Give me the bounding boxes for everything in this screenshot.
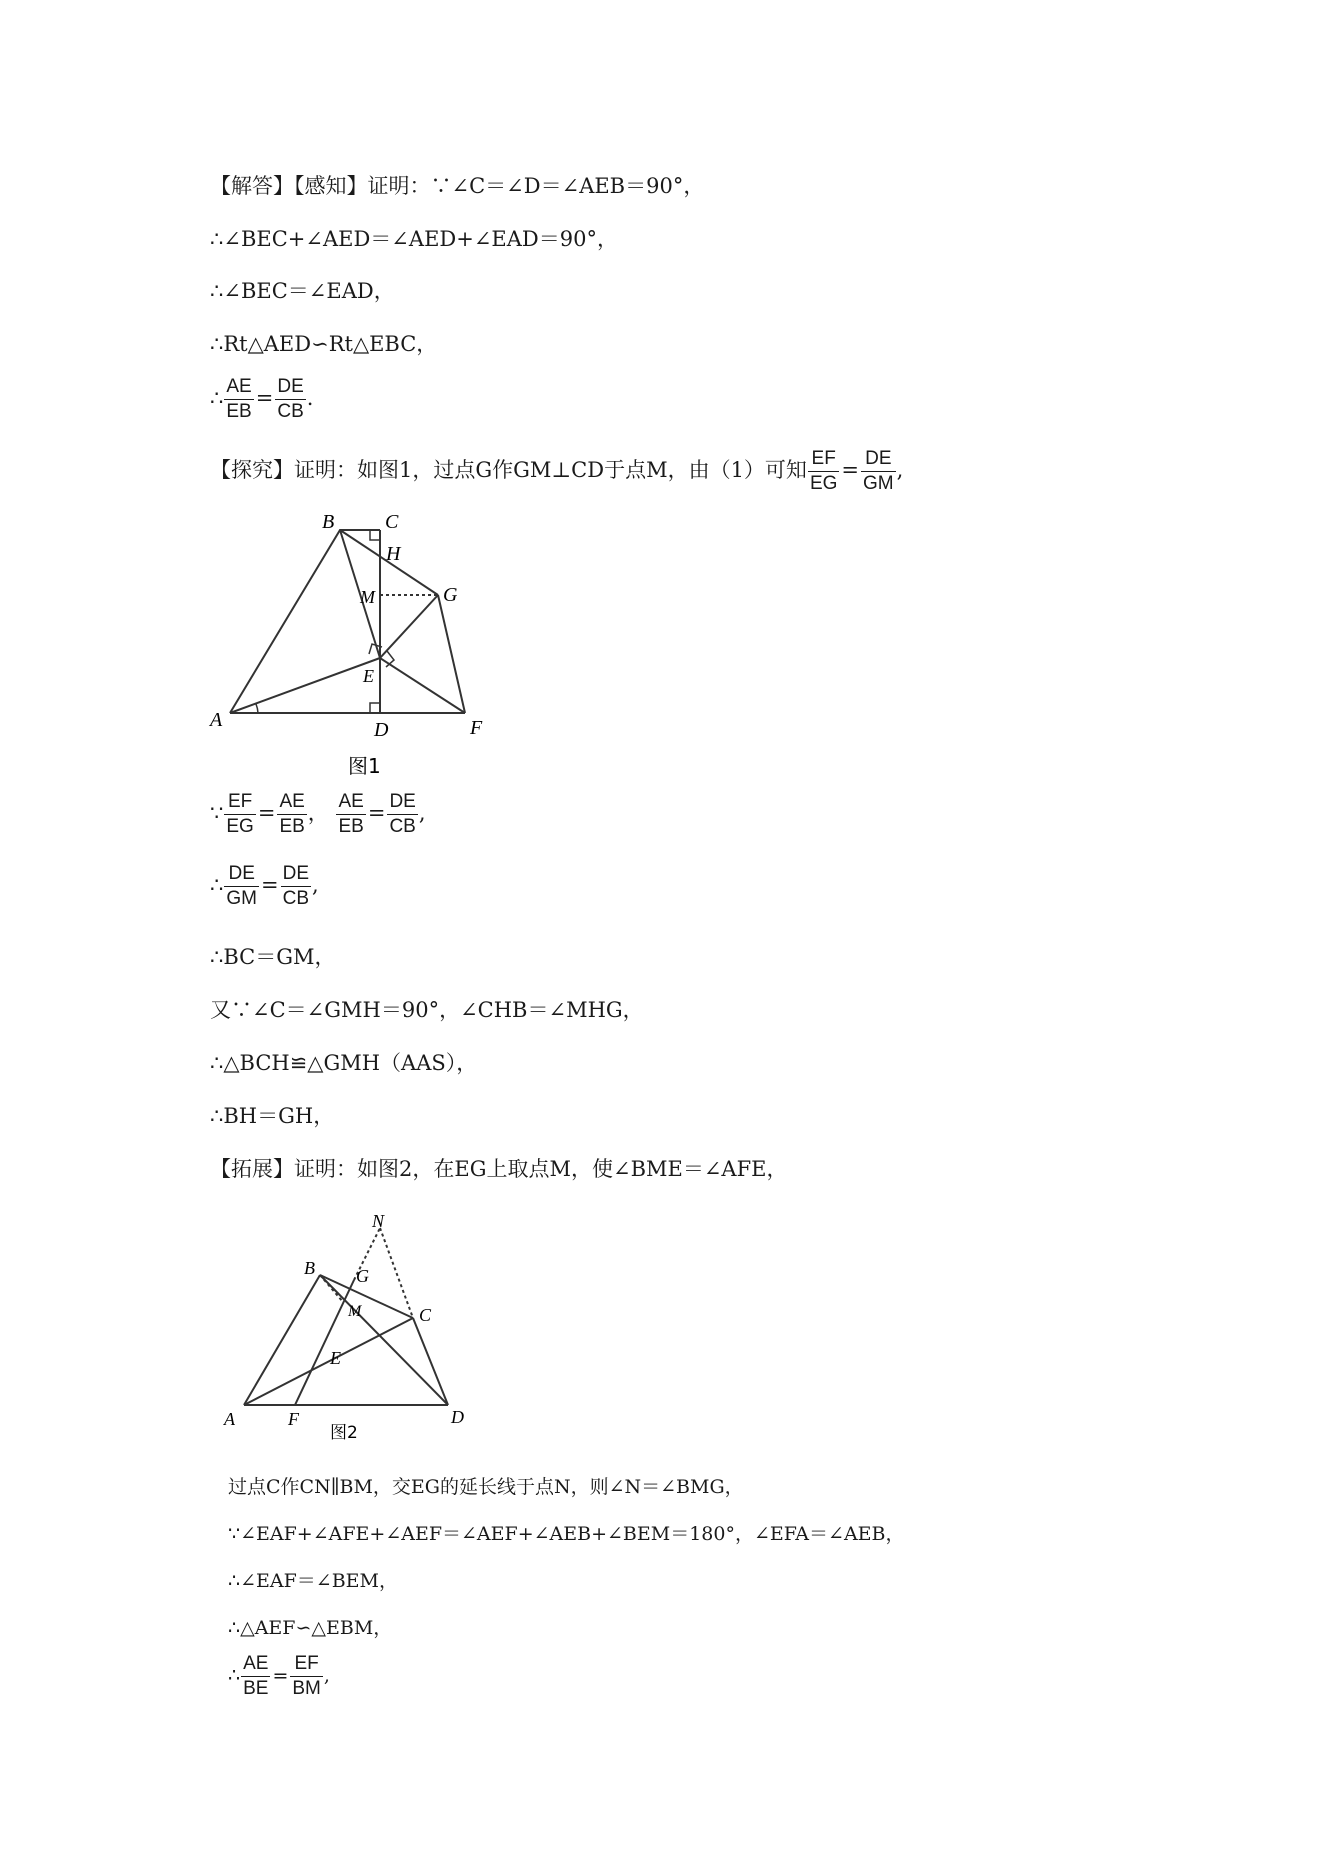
line-angles-90: 又∵∠C＝∠GMH＝90°，∠CHB＝∠MHG， bbox=[210, 998, 644, 1022]
right-angle-C-icon bbox=[370, 530, 380, 540]
figure-1-caption: 图1 bbox=[348, 754, 381, 778]
line-angle-equal: ∴∠BEC＝∠EAD， bbox=[210, 279, 395, 303]
label-B: B bbox=[304, 1258, 315, 1278]
figure-1 bbox=[200, 508, 500, 778]
edge-AE bbox=[230, 658, 380, 713]
line-ratio-conclusion: ∴ $\frac{AE}{EB}$ = $\frac{DE}{CB}$ . bbox=[210, 376, 314, 422]
label-F: F bbox=[470, 717, 483, 739]
label-E: E bbox=[330, 1348, 341, 1368]
figure-2-caption: 图2 bbox=[330, 1423, 358, 1443]
line-aef-ebm: ∴△AEF∽△EBM， bbox=[228, 1617, 393, 1639]
line-similar-triangles: ∴Rt△AED∽Rt△EBC， bbox=[210, 332, 438, 356]
fraction: $\frac{DE}{CB}$ bbox=[389, 791, 416, 837]
line-explore-intro: 【探究】证明：如图1，过点G作GM⊥CD于点M，由（1）可知 $\frac{EF}{EG}$ = $\frac{DE}{GM}$ , bbox=[210, 448, 904, 494]
line-explore-ratios: ∵ $\frac{EF}{EG}$ = $\frac{AE}{EB}$ ， $\frac{AE}{EB}$ = $\frac{DE}{CB}$ , bbox=[210, 791, 426, 837]
label-M: M bbox=[360, 587, 375, 607]
fraction: $\frac{AE}{EB}$ bbox=[279, 791, 305, 837]
line-bh-eq-gh: ∴BH＝GH， bbox=[210, 1104, 335, 1128]
label-G: G bbox=[443, 584, 458, 606]
edge-GF bbox=[438, 595, 465, 713]
line-extend-intro: 【拓展】证明：如图2，在EG上取点M，使∠BME＝∠AFE， bbox=[210, 1157, 788, 1181]
right-angle-D-icon bbox=[370, 703, 380, 713]
label-N: N bbox=[372, 1215, 385, 1231]
label-A: A bbox=[224, 1409, 235, 1429]
fraction: $\frac{AE}{EB}$ bbox=[226, 376, 252, 422]
figure-2 bbox=[220, 1215, 490, 1455]
label-D: D bbox=[374, 719, 389, 741]
line-given: 【解答】【感知】证明：∵∠C＝∠D＝∠AEB＝90°， bbox=[210, 174, 705, 198]
fraction: $\frac{DE}{CB}$ bbox=[277, 376, 304, 422]
edge-CD bbox=[413, 1318, 448, 1405]
edge-EF bbox=[380, 658, 465, 713]
edge-EG bbox=[380, 595, 438, 658]
fraction: $\frac{EF}{EG}$ bbox=[226, 791, 254, 837]
line-angle-180: ∵∠EAF+∠AFE+∠AEF＝∠AEF+∠AEB+∠BEM＝180°，∠EFA＝∠AEB， bbox=[228, 1523, 905, 1545]
fraction: $\frac{AE}{BE}$ bbox=[243, 1653, 269, 1699]
label-H: H bbox=[386, 543, 401, 565]
fraction: $\frac{DE}{CB}$ bbox=[282, 863, 309, 909]
label-B: B bbox=[322, 511, 335, 533]
line-construct-cn: 过点C作CN∥BM，交EG的延长线于点N，则∠N＝∠BMG， bbox=[228, 1476, 744, 1498]
line-bc-eq-gm: ∴BC＝GM， bbox=[210, 945, 336, 969]
fraction: $\frac{DE}{GM}$ bbox=[226, 863, 257, 909]
edge-BD bbox=[320, 1275, 448, 1405]
fraction: $\frac{EF}{BM}$ bbox=[292, 1653, 321, 1699]
label-C: C bbox=[419, 1305, 432, 1325]
label-E: E bbox=[363, 666, 374, 686]
edge-FG bbox=[295, 1280, 354, 1405]
fraction: $\frac{DE}{GM}$ bbox=[863, 448, 894, 494]
fraction: $\frac{AE}{EB}$ bbox=[338, 791, 364, 837]
line-congruent: ∴△BCH≌△GMH（AAS）， bbox=[210, 1051, 478, 1075]
label-M: M bbox=[348, 1303, 362, 1320]
line-explore-equal-ratio: ∴ $\frac{DE}{GM}$ = $\frac{DE}{CB}$ , bbox=[210, 863, 319, 909]
label-A: A bbox=[210, 709, 223, 731]
label-D: D bbox=[451, 1407, 464, 1427]
line-angle-sum: ∴∠BEC+∠AED＝∠AED+∠EAD＝90°， bbox=[210, 227, 618, 251]
label-G: G bbox=[356, 1266, 369, 1286]
label-F: F bbox=[288, 1409, 299, 1429]
line-eaf-bem: ∴∠EAF＝∠BEM， bbox=[228, 1570, 398, 1592]
angle-A-arc-icon bbox=[256, 704, 258, 713]
line-final-ratio: ∴ $\frac{AE}{BE}$ = $\frac{EF}{BM}$ , bbox=[228, 1653, 330, 1699]
fraction: $\frac{EF}{EG}$ bbox=[809, 448, 838, 494]
label-C: C bbox=[385, 511, 399, 533]
